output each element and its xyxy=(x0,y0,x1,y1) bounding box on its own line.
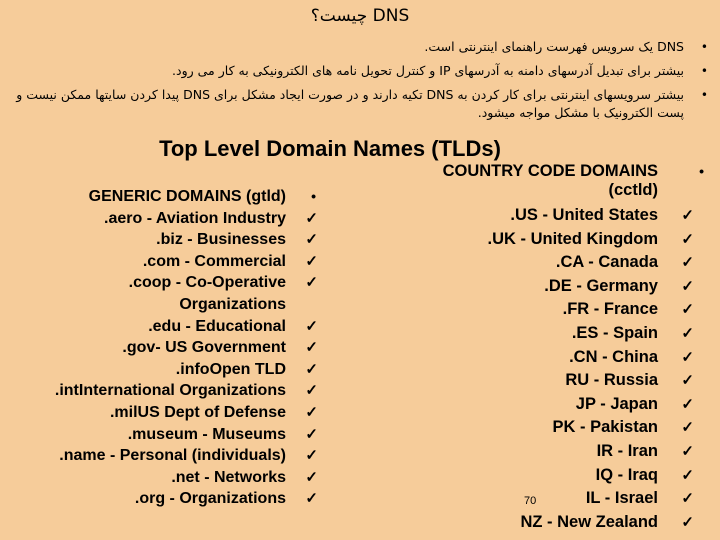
checkmark-icon: ✓ xyxy=(681,254,694,272)
checkmark-icon: ✓ xyxy=(681,419,694,437)
bullet-dot-icon: • xyxy=(700,88,708,102)
tld-heading: Top Level Domain Names (TLDs) xyxy=(159,136,501,161)
list-item: ✓ RU - Russia xyxy=(400,369,710,393)
persian-bullet-list xyxy=(10,38,710,128)
list-item: ✓ IR - Iran xyxy=(400,440,710,464)
checkmark-icon: ✓ xyxy=(305,425,318,443)
checkmark-icon: ✓ xyxy=(305,403,318,421)
checkmark-icon: ✓ xyxy=(305,382,318,400)
checkmark-icon: ✓ xyxy=(681,490,694,508)
checkmark-icon: ✓ xyxy=(681,230,694,248)
generic-domains-list xyxy=(28,186,328,510)
bullet-item xyxy=(10,86,710,122)
checkmark-icon: ✓ xyxy=(681,277,694,295)
list-item: ✓ IQ - Iraq xyxy=(400,464,710,488)
bullet-item xyxy=(10,38,710,56)
list-item: ✓ .aero - Aviation Industry xyxy=(28,208,328,230)
page-number: 70 xyxy=(524,495,537,507)
list-item: ✓ IL - Israel xyxy=(400,487,710,511)
checkmark-icon: ✓ xyxy=(305,447,318,465)
country-domains-list xyxy=(400,162,710,534)
checkmark-icon: ✓ xyxy=(305,317,318,335)
list-item: ✓ .milUS Dept of Defense xyxy=(28,402,328,424)
slide-title: DNS چیست؟ xyxy=(310,6,410,26)
list-item: ✓ .name - Personal (individuals) xyxy=(28,445,328,467)
bullet-dot-icon: • xyxy=(311,188,316,204)
list-item: ✓ .FR - France xyxy=(400,298,710,322)
checkmark-icon: ✓ xyxy=(681,301,694,319)
list-item: ✓ .coop - Co-Operative Organizations xyxy=(128,274,318,313)
checkmark-icon: ✓ xyxy=(305,490,318,508)
checkmark-icon: ✓ xyxy=(681,466,694,484)
checkmark-icon: ✓ xyxy=(681,395,694,413)
bullet-text: بیشتر برای تبدیل آدرسهای دامنه به آدرسهای IP و کنترل تحویل نامه های الکترونیکی به کار می رود. xyxy=(172,63,684,78)
bullet-dot-icon: • xyxy=(700,40,708,54)
checkmark-icon: ✓ xyxy=(305,360,318,378)
list-item: ✓ .DE - Germany xyxy=(400,275,710,299)
list-item: ✓ JP - Japan xyxy=(400,393,710,417)
list-item: ✓ .net - Networks xyxy=(28,467,328,489)
checkmark-icon: ✓ xyxy=(681,207,694,224)
list-item: ✓ .CN - China xyxy=(400,346,710,370)
checkmark-icon: ✓ xyxy=(305,274,318,292)
bullet-text: DNS یک سرویس فهرست راهنمای اینترنتی است. xyxy=(424,39,684,54)
bullet-item xyxy=(10,62,710,80)
checkmark-icon: ✓ xyxy=(305,339,318,357)
checkmark-icon: ✓ xyxy=(681,372,694,390)
checkmark-icon: ✓ xyxy=(681,348,694,366)
list-item: ✓ .edu - Educational xyxy=(28,316,328,338)
list-item: ✓ .infoOpen TLD xyxy=(28,359,328,381)
bullet-text: بیشتر سرویسهای اینترنتی برای کار کردن به DNS تکیه دارند و در صورت ایجاد مشکل برای DNS پیدا کردن سایتها ممکن نیست و پست الکترونیک با مشکل مواجه میشود. xyxy=(16,87,684,120)
list-item: ✓ .biz - Businesses xyxy=(28,229,328,251)
checkmark-icon: ✓ xyxy=(305,209,318,227)
generic-domains-header: • GENERIC DOMAINS (gtld) xyxy=(28,186,328,208)
list-item: ✓ .com - Commercial xyxy=(28,251,328,273)
list-item: ✓ .ES - Spain xyxy=(400,322,710,346)
list-item: ✓ .org - Organizations xyxy=(28,488,328,510)
list-item: ✓ .CA - Canada xyxy=(400,251,710,275)
country-domains-header: • COUNTRY CODE DOMAINS (cctld) xyxy=(442,162,704,199)
list-item: ✓ .UK - United Kingdom xyxy=(400,228,710,252)
checkmark-icon: ✓ xyxy=(305,231,318,249)
checkmark-icon: ✓ xyxy=(681,442,694,460)
list-item: ✓ NZ - New Zealand xyxy=(400,511,710,535)
bullet-dot-icon: • xyxy=(699,163,704,179)
list-item: ✓ .museum - Museums xyxy=(28,424,328,446)
list-item: ✓ .intInternational Organizations xyxy=(28,380,328,402)
list-item: ✓ .gov- US Government xyxy=(28,337,328,359)
bullet-dot-icon: • xyxy=(700,64,708,78)
checkmark-icon: ✓ xyxy=(681,324,694,342)
checkmark-icon: ✓ xyxy=(305,252,318,270)
list-item: ✓ .US - United States xyxy=(400,204,710,228)
list-item: ✓ PK - Pakistan xyxy=(400,416,710,440)
checkmark-icon: ✓ xyxy=(681,513,694,531)
checkmark-icon: ✓ xyxy=(305,468,318,486)
